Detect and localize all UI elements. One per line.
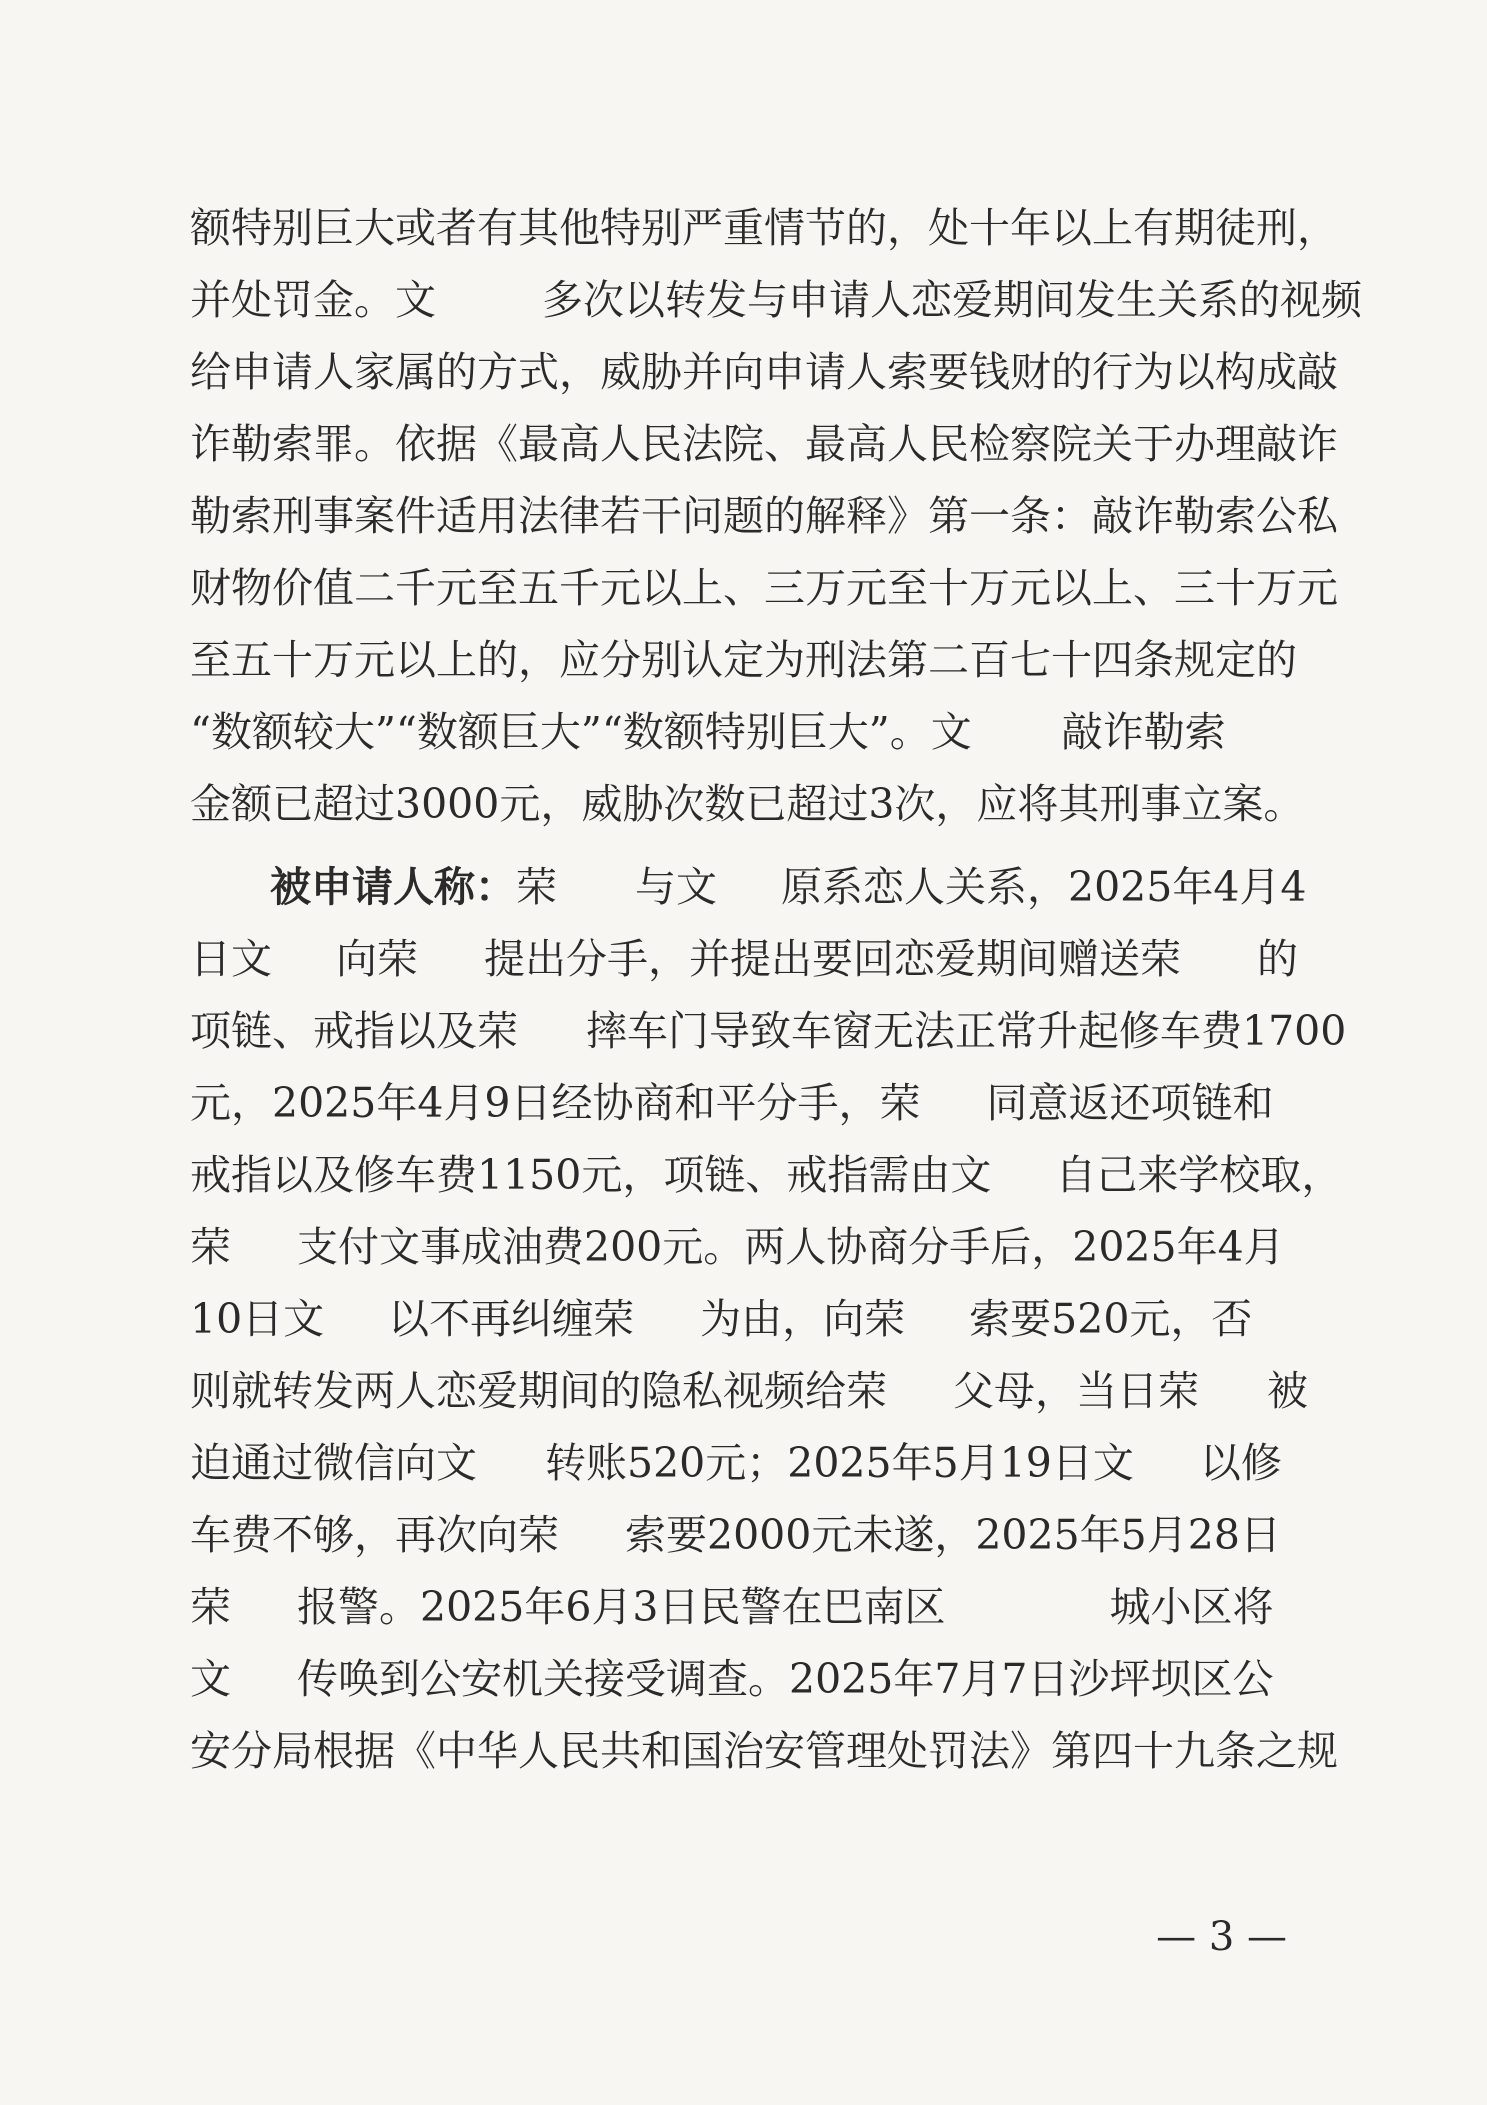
text-line <box>190 1433 1286 1493</box>
text-line <box>190 270 1362 330</box>
text-segment: 父母，当日荣 <box>953 1367 1199 1415</box>
text-line: 金额已超过3000元，威胁次数已超过3次，应将其刑事立案。 <box>190 780 1305 828</box>
page-number: — 3 — <box>1156 1914 1287 1960</box>
text-segment: 报警。2025年6月3日民警在巴南区 <box>297 1583 946 1631</box>
text-segment: 荣 <box>516 863 557 911</box>
text-segment: 敲诈勒索 <box>1061 708 1226 756</box>
text-segment: 提出分手，并提出要回恋爱期间赠送荣 <box>484 935 1181 983</box>
text-segment: 文 <box>190 1655 231 1703</box>
text-line: 财物价值二千元至五千元以上、三万元至十万元以上、三十万元 <box>190 564 1338 612</box>
text-segment: 摔车门导致车窗无法正常升起修车费1700 <box>586 1007 1347 1055</box>
text-segment: 项链、戒指以及荣 <box>190 1007 518 1055</box>
paragraph-heading: 被申请人称： <box>270 863 516 911</box>
text-line <box>190 1505 1286 1565</box>
text-line <box>190 1361 1308 1421</box>
text-segment: 与文 <box>635 863 717 911</box>
text-segment: 索要2000元未遂，2025年5月28日 <box>625 1511 1281 1559</box>
text-segment: 以不再纠缠荣 <box>388 1295 635 1343</box>
text-line <box>190 1289 1286 1349</box>
text-segment: 元，2025年4月9日经协商和平分手，荣 <box>190 1079 921 1127</box>
text-segment: 的 <box>1257 935 1298 983</box>
text-segment: 索要520元，否 <box>969 1295 1253 1343</box>
text-segment: 被 <box>1267 1367 1308 1415</box>
text-segment: 同意返还项链和 <box>986 1079 1274 1127</box>
text-segment: 为由，向荣 <box>700 1295 906 1343</box>
text-line: 勒索刑事案件适用法律若干问题的解释》第一条：敲诈勒索公私 <box>190 492 1338 540</box>
text-line: 至五十万元以上的，应分别认定为刑法第二百七十四条规定的 <box>190 636 1297 684</box>
text-segment: 城小区将 <box>1109 1583 1274 1631</box>
text-segment: 车费不够，再次向荣 <box>190 1511 559 1559</box>
text-segment: 支付文事成油费200元。两人协商分手后，2025年4月 <box>297 1223 1285 1271</box>
text-segment: 多次以转发与申请人恋爱期间发生关系的视频 <box>542 276 1362 324</box>
text-line <box>190 1577 1286 1637</box>
text-segment: 则就转发两人恋爱期间的隐私视频给荣 <box>190 1367 887 1415</box>
text-segment: 荣 <box>190 1223 231 1271</box>
text-line <box>270 857 1307 917</box>
text-segment: 传唤到公安机关接受调查。2025年7月7日沙坪坝区公 <box>297 1655 1274 1703</box>
text-line: 安分局根据《中华人民共和国治安管理处罚法》第四十九条之规 <box>190 1727 1338 1775</box>
text-line: 给申请人家属的方式，威胁并向申请人索要钱财的行为以构成敲 <box>190 348 1338 396</box>
text-segment: 荣 <box>190 1583 231 1631</box>
text-segment: 日文 <box>190 935 272 983</box>
text-line: 诈勒索罪。依据《最高人民法院、最高人民检察院关于办理敲诈 <box>190 420 1338 468</box>
text-segment: 自己来学校取， <box>1055 1151 1343 1199</box>
text-segment: 向荣 <box>336 935 418 983</box>
text-segment: 迫通过微信向文 <box>190 1439 477 1487</box>
text-line <box>190 1145 1343 1205</box>
text-segment: 并处罚金。文 <box>190 276 436 324</box>
text-line <box>190 1001 1347 1061</box>
text-segment: 以修 <box>1199 1439 1282 1487</box>
text-segment: “数额较大”“数额巨大”“数额特别巨大”。文 <box>190 708 972 756</box>
text-line: 额特别巨大或者有其他特别严重情节的，处十年以上有期徒刑， <box>190 204 1338 252</box>
text-segment: 戒指以及修车费1150元，项链、戒指需由文 <box>190 1151 992 1199</box>
text-line <box>190 1217 1286 1277</box>
text-line <box>190 1073 1286 1133</box>
text-segment: 10日文 <box>190 1295 325 1343</box>
text-segment: 转账520元；2025年5月19日文 <box>545 1439 1134 1487</box>
text-line <box>190 702 1286 762</box>
text-line <box>190 929 1298 989</box>
text-segment: 原系恋人关系，2025年4月4 <box>781 863 1307 911</box>
text-line <box>190 1649 1286 1709</box>
